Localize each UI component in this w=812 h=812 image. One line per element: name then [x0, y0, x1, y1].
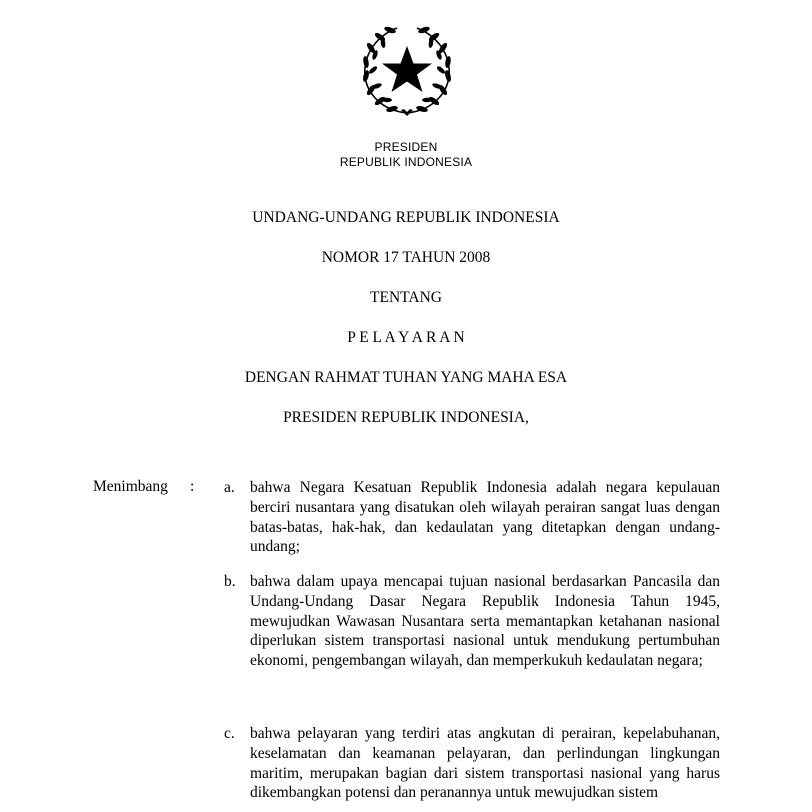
presidential-emblem-star-icon	[357, 20, 457, 120]
law-subject: P E L A Y A R A N	[347, 329, 465, 346]
law-about: TENTANG	[370, 289, 442, 306]
item-letter-c: c.	[224, 725, 235, 742]
item-letter-a: a.	[224, 479, 235, 496]
item-text-c: bahwa pelayaran yang terdiri atas angkutan di perairan, kepelabuhanan, keselamatan dan keamanan pelayaran, dan perlindungan lingkungan maritim, merupakan bagian dari sistem transportasi nasional yang harus dikembangkan potensi dan peranannya untuk mewujudkan sistem	[250, 725, 720, 802]
office-title-president: PRESIDEN	[374, 140, 438, 154]
law-title: UNDANG-UNDANG REPUBLIK INDONESIA	[252, 209, 560, 226]
blessing-line: DENGAN RAHMAT TUHAN YANG MAHA ESA	[244, 369, 568, 386]
item-text-b: bahwa dalam upaya mencapai tujuan nasional berdasarkan Pancasila dan Undang-Undang Dasar Negara Republik Indonesia Tahun 1945, mewujudkan Wawasan Nusantara serta memantapkan ketahanan nasional diperlukan sistem transportasi nasional untuk mendukung pertumbuhan ekonomi, pengembangan wilayah, dan memperkukuh kedaulatan negara;	[250, 573, 720, 670]
item-letter-b: b.	[224, 573, 236, 590]
considering-colon: :	[190, 478, 195, 495]
law-number: NOMOR 17 TAHUN 2008	[321, 249, 491, 266]
president-line: PRESIDEN REPUBLIK INDONESIA,	[283, 409, 529, 426]
item-text-a: bahwa Negara Kesatuan Republik Indonesia adalah negara kepulauan berciri nusantara yang disatukan oleh wilayah perairan sangat luas dengan batas-batas, hak-hak, dan kedaulatan yang ditetapkan dengan undang-undang;	[250, 479, 720, 556]
office-title-republic: REPUBLIK INDONESIA	[339, 155, 473, 169]
considering-label: Menimbang	[93, 478, 168, 495]
